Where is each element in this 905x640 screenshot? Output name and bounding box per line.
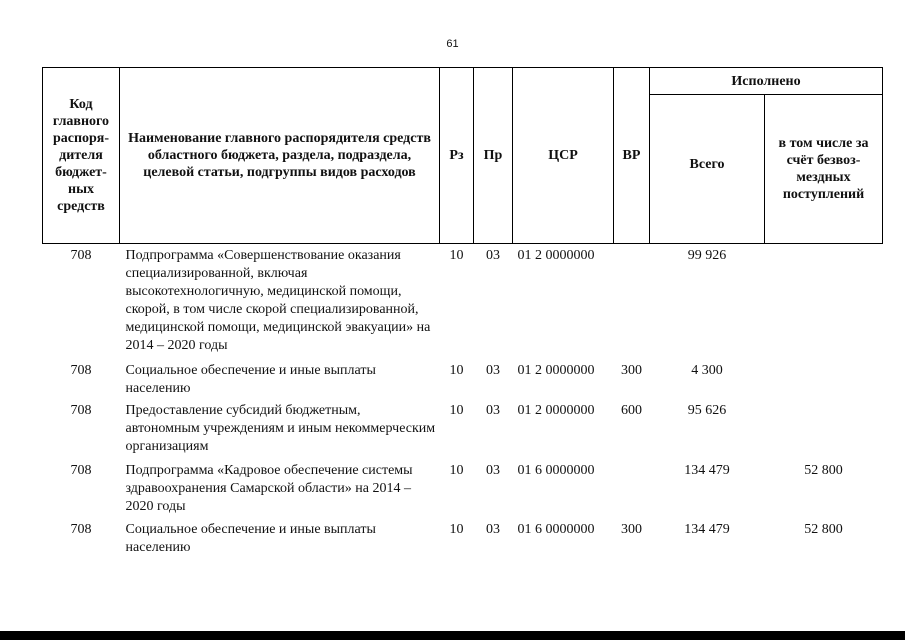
header-gratuitous-receipts: в том числе за счёт безвоз-мездных поступлений <box>765 95 883 244</box>
cell-csr: 01 6 0000000 <box>517 522 595 537</box>
cell-rz: 10 <box>449 403 464 418</box>
cell-gratuitous <box>765 244 883 363</box>
cell-name: Социальное обеспечение и иные выплаты населению <box>125 363 376 396</box>
cell-pr: 03 <box>486 403 500 418</box>
cell-rz: 10 <box>449 363 464 378</box>
cell-vr: 300 <box>621 522 642 537</box>
cell-total: 134 479 <box>684 522 730 537</box>
cell-rz: 10 <box>449 463 464 478</box>
header-executed: Исполнено <box>650 68 883 95</box>
header-total: Всего <box>650 95 765 244</box>
cell-rz: 10 <box>449 248 464 263</box>
cell-pr: 03 <box>486 363 500 378</box>
header-vr: ВР <box>614 68 650 244</box>
cell-code: 708 <box>70 248 92 263</box>
cell-name: Подпрограмма «Кадровое обеспечение системы здравоохранения Самарской области» на 2014 – 2020 годы <box>125 463 413 514</box>
cell-gratuitous: 52 800 <box>804 522 843 537</box>
cell-gratuitous <box>765 402 883 462</box>
cell-csr: 01 2 0000000 <box>517 248 595 263</box>
cell-code: 708 <box>70 463 92 478</box>
scan-edge-bar <box>0 631 905 640</box>
header-rz: Рз <box>440 68 474 244</box>
cell-rz: 10 <box>449 522 464 537</box>
cell-total: 134 479 <box>684 463 730 478</box>
cell-total: 4 300 <box>691 363 723 378</box>
table-header <box>43 68 883 244</box>
cell-code: 708 <box>70 522 92 537</box>
page-number: 61 <box>446 38 459 50</box>
cell-gratuitous <box>765 362 883 402</box>
cell-pr: 03 <box>486 522 500 537</box>
table-row <box>43 362 883 402</box>
cell-gratuitous: 52 800 <box>804 463 843 478</box>
cell-csr: 01 2 0000000 <box>517 403 595 418</box>
table-row <box>43 402 883 462</box>
cell-csr: 01 2 0000000 <box>517 363 595 378</box>
cell-pr: 03 <box>486 248 500 263</box>
header-pr: Пр <box>474 68 513 244</box>
header-code: Код главного распоря-дителя бюджет-ных средств <box>43 68 120 244</box>
cell-total: 99 926 <box>687 248 727 263</box>
cell-vr: 600 <box>621 403 642 418</box>
cell-csr: 01 6 0000000 <box>517 463 595 478</box>
header-csr: ЦСР <box>513 68 614 244</box>
cell-vr <box>614 244 650 363</box>
table-row <box>43 244 883 363</box>
header-name: Наименование главного распорядителя средств областного бюджета, раздела, подраздела, целевой статьи, подгруппы видов расходов <box>120 68 440 244</box>
table-row <box>43 462 883 521</box>
cell-code: 708 <box>70 363 92 378</box>
cell-vr <box>614 462 650 521</box>
cell-total: 95 626 <box>687 403 727 418</box>
cell-pr: 03 <box>486 463 500 478</box>
cell-vr: 300 <box>621 363 642 378</box>
table-row <box>43 521 883 561</box>
cell-name: Социальное обеспечение и иные выплаты населению <box>125 522 376 555</box>
budget-execution-table <box>42 67 883 561</box>
cell-code: 708 <box>70 403 92 418</box>
cell-name: Предоставление субсидий бюджетным, автономным учреждениям и иным некоммерческим организациям <box>125 403 436 454</box>
cell-name: Подпрограмма «Совершенствование оказания специализированной, включая высокотехнологичную, медицинской помощи, скорой, в том числе скорой специализированной, медицинской помощи, медицинской эвакуации» на 2014 – 2020 годы <box>125 248 431 353</box>
